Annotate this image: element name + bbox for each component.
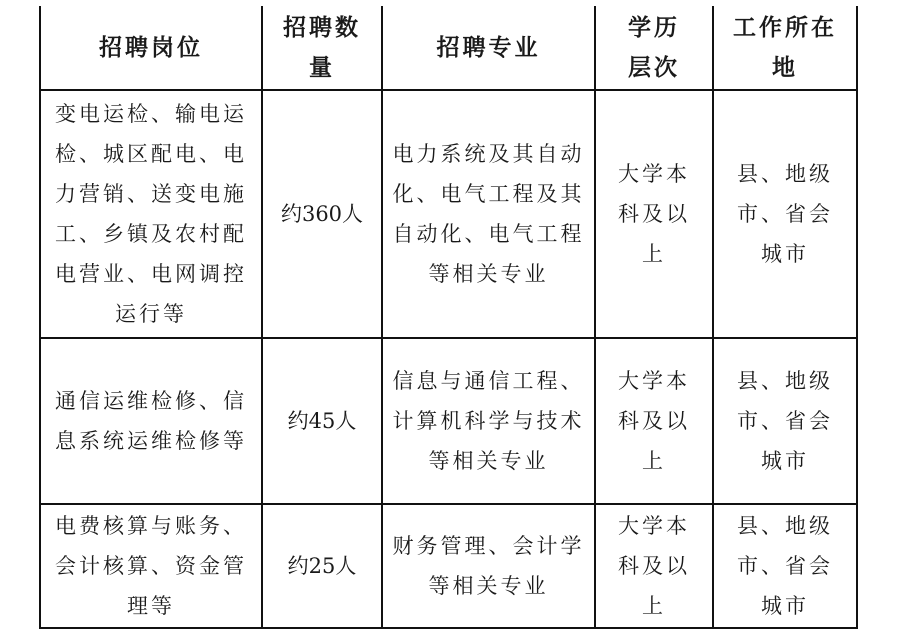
cell-education: 大学本科及以上 — [595, 338, 713, 504]
cell-location: 县、地级市、省会城市 — [713, 504, 857, 628]
header-major: 招聘专业 — [382, 6, 595, 90]
table-header-row — [40, 6, 857, 90]
cell-position: 变电运检、输电运检、城区配电、电力营销、送变电施工、乡镇及农村配电营业、电网调控运行等 — [40, 90, 262, 338]
cell-location: 县、地级市、省会城市 — [713, 90, 857, 338]
header-count: 招聘数量 — [262, 6, 382, 90]
cell-position: 电费核算与账务、会计核算、资金管理等 — [40, 504, 262, 628]
cell-major: 财务管理、会计学等相关专业 — [382, 504, 595, 628]
table-row — [40, 90, 857, 338]
header-education: 学历层次 — [595, 6, 713, 90]
cell-count: 约45人 — [262, 338, 382, 504]
table-row — [40, 504, 857, 628]
cell-position: 通信运维检修、信息系统运维检修等 — [40, 338, 262, 504]
header-location: 工作所在地 — [713, 6, 857, 90]
header-position: 招聘岗位 — [40, 6, 262, 90]
cell-count: 约25人 — [262, 504, 382, 628]
cell-major: 信息与通信工程、计算机科学与技术等相关专业 — [382, 338, 595, 504]
cell-count: 约360人 — [262, 90, 382, 338]
cell-education: 大学本科及以上 — [595, 90, 713, 338]
cell-major: 电力系统及其自动化、电气工程及其自动化、电气工程等相关专业 — [382, 90, 595, 338]
cell-education: 大学本科及以上 — [595, 504, 713, 628]
cell-location: 县、地级市、省会城市 — [713, 338, 857, 504]
recruitment-table — [39, 6, 858, 629]
table-row — [40, 338, 857, 504]
